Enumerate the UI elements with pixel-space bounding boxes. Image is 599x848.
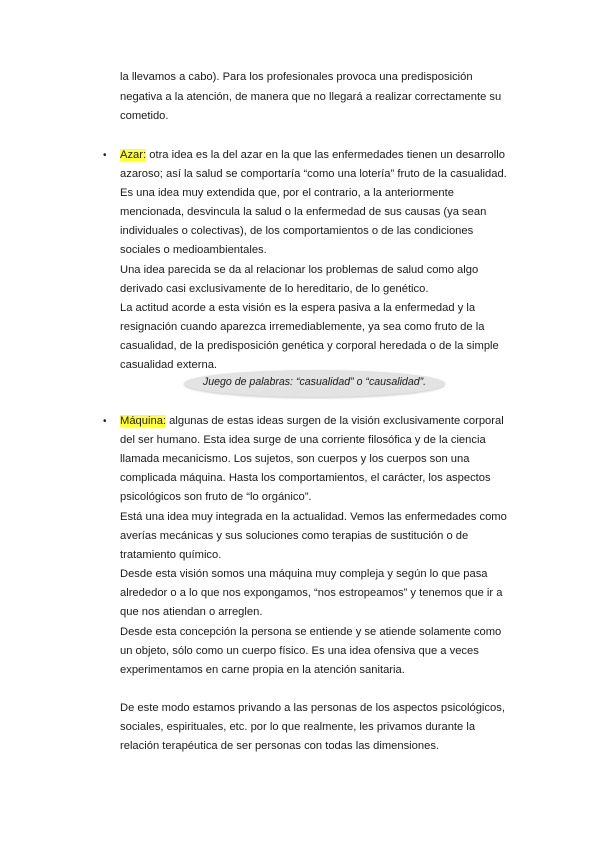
maquina-line: Está una idea muy integrada en la actualidad. Vemos las enfermedades como — [120, 511, 507, 523]
azar-line: sociales o medioambientales. — [120, 244, 267, 256]
maquina-line: averías mecánicas y sus soluciones como terapias de sustitución o de — [120, 530, 469, 542]
maquina-line: un objeto, sólo como un cuerpo físico. Es una idea ofensiva que a veces — [120, 645, 479, 657]
azar-line: Es una idea muy extendida que, por el contrario, a la anteriormente — [120, 187, 454, 199]
maquina-line: experimentamos en carne propia en la atención sanitaria. — [120, 664, 405, 676]
maquina-line: llamada mecanicismo. Los sujetos, son cuerpos y los cuerpos son una — [120, 453, 470, 465]
azar-line: individuales o colectivas), de los comportamientos o de las condiciones — [120, 225, 474, 237]
azar-term: Azar: — [120, 149, 147, 161]
bullet-icon: • — [103, 150, 107, 161]
wordplay-callout-text: Juego de palabras: “casualidad” o “causalidad”. — [202, 376, 427, 388]
azar-first-line — [120, 149, 505, 162]
intro-line: negativa a la atención, de manera que no llegará a realizar correctamente su — [120, 91, 502, 103]
azar-line: derivado casi exclusivamente de lo hereditario, de lo genético. — [120, 283, 429, 295]
intro-line: cometido. — [120, 110, 169, 122]
closing-line: De este modo estamos privando a las personas de los aspectos psicológicos, — [120, 702, 505, 714]
intro-line: la llevamos a cabo). Para los profesionales provoca una predisposición — [120, 71, 473, 83]
maquina-line: complicada máquina. Hasta los comportamientos, el carácter, los aspectos — [120, 472, 491, 484]
closing-line: sociales, espirituales, etc. por lo que realmente, les privamos durante la — [120, 721, 476, 733]
azar-line: Una idea parecida se da al relacionar los problemas de salud como algo — [120, 264, 479, 276]
closing-line: relación terapéutica de ser personas con todas las dimensiones. — [120, 740, 440, 752]
maquina-line: Desde esta concepción la persona se entiende y se atiende solamente como — [120, 626, 502, 638]
azar-line: casualidad externa. — [120, 359, 218, 371]
bullet-icon: • — [103, 416, 107, 427]
maquina-first-line — [120, 415, 504, 428]
maquina-line: Desde esta visión somos una máquina muy compleja y según lo que pasa — [120, 568, 488, 580]
maquina-line: psicológicos son fruto de “lo orgánico”. — [120, 491, 312, 503]
maquina-line: del ser humano. Esta idea surge de una corriente filosófica y de la ciencia — [120, 434, 486, 446]
maquina-line: tratamiento químico. — [120, 549, 222, 561]
maquina-line: alrededor o a lo que nos expongamos, “nos estropeamos” y tenemos que ir a — [120, 587, 503, 599]
azar-line: casualidad, de la predisposición genética y corporal heredada o de la simple — [120, 340, 499, 352]
maquina-line: que nos atiendan o arreglen. — [120, 606, 263, 618]
azar-line: mencionada, desvincula la salud o la enfermedad de sus causas (ya sean — [120, 206, 487, 218]
azar-line: azaroso; así la salud se comportaría “como una lotería” fruto de la casualidad. — [120, 168, 507, 180]
azar-line: La actitud acorde a esta visión es la espera pasiva a la enfermedad y la — [120, 302, 476, 314]
azar-line: resignación cuando aparezca irremediablemente, ya sea como fruto de la — [120, 321, 485, 333]
wordplay-callout — [184, 370, 445, 397]
maquina-first-line-text: algunas de estas ideas surgen de la visión exclusivamente corporal — [166, 415, 504, 427]
azar-first-line-text: otra idea es la del azar en la que las enfermedades tienen un desarrollo — [146, 149, 505, 161]
maquina-term: Máquina: — [120, 415, 167, 427]
